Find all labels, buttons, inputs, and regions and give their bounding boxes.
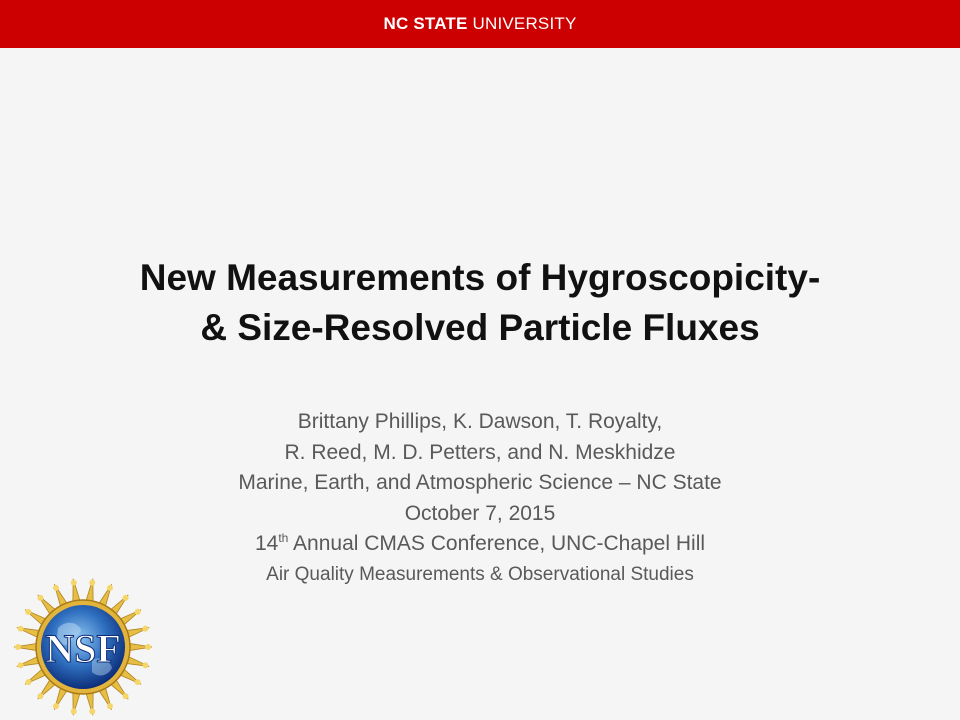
svg-text:NSF: NSF [45, 626, 121, 671]
conference-line [80, 529, 880, 560]
session-name: Air Quality Measurements & Observational Studies [266, 563, 694, 585]
slide-title [40, 253, 920, 353]
seal-ray-tip [142, 626, 148, 632]
seal-ray-tip [18, 662, 24, 668]
seal-ray-tip [15, 644, 21, 650]
seal-ray-tip [37, 595, 43, 601]
seal-ray-tip [107, 703, 113, 709]
affiliation: Marine, Earth, and Atmospheric Science – NC State [238, 471, 722, 494]
seal-ray-tip [89, 708, 95, 714]
conference-ordinal: th [278, 531, 289, 545]
title-line-1: New Measurements of Hygroscopicity- [139, 257, 821, 298]
seal-ray-tip [107, 585, 113, 591]
title-line-2: & Size-Resolved Particle Fluxes [200, 307, 760, 348]
seal-ray-tip [53, 703, 59, 709]
seal-ray-tip [71, 708, 77, 714]
conference-name: Annual CMAS Conference, UNC-Chapel Hill [288, 532, 706, 555]
seal-ray-tip [142, 662, 148, 668]
logo-bold-text: NC STATE [383, 14, 468, 33]
logo-light-text: UNIVERSITY [472, 14, 577, 33]
nsf-seal-icon [10, 576, 156, 718]
seal-ray-tip [37, 693, 43, 699]
seal-ray-tip [71, 580, 77, 586]
seal-ray-tip [25, 609, 31, 615]
authors-line-2: R. Reed, M. D. Petters, and N. Meskhidze [284, 440, 676, 464]
seal-ray-tip [89, 580, 95, 586]
presentation-date: October 7, 2015 [404, 501, 556, 525]
conference-number: 14 [254, 532, 279, 555]
seal-ray-tip [145, 644, 151, 650]
slide-subtitle [80, 407, 880, 590]
seal-ray-tip [123, 595, 129, 601]
ncstate-logo [383, 14, 576, 34]
seal-ray-tip [135, 609, 141, 615]
authors-line-1: Brittany Phillips, K. Dawson, T. Royalty, [297, 410, 663, 433]
seal-ray-tip [135, 679, 141, 685]
header-bar [0, 0, 960, 48]
seal-ray-tip [53, 585, 59, 591]
seal-ray-tip [123, 693, 129, 699]
seal-ray-tip [25, 679, 31, 685]
seal-ray-tip [18, 626, 24, 632]
